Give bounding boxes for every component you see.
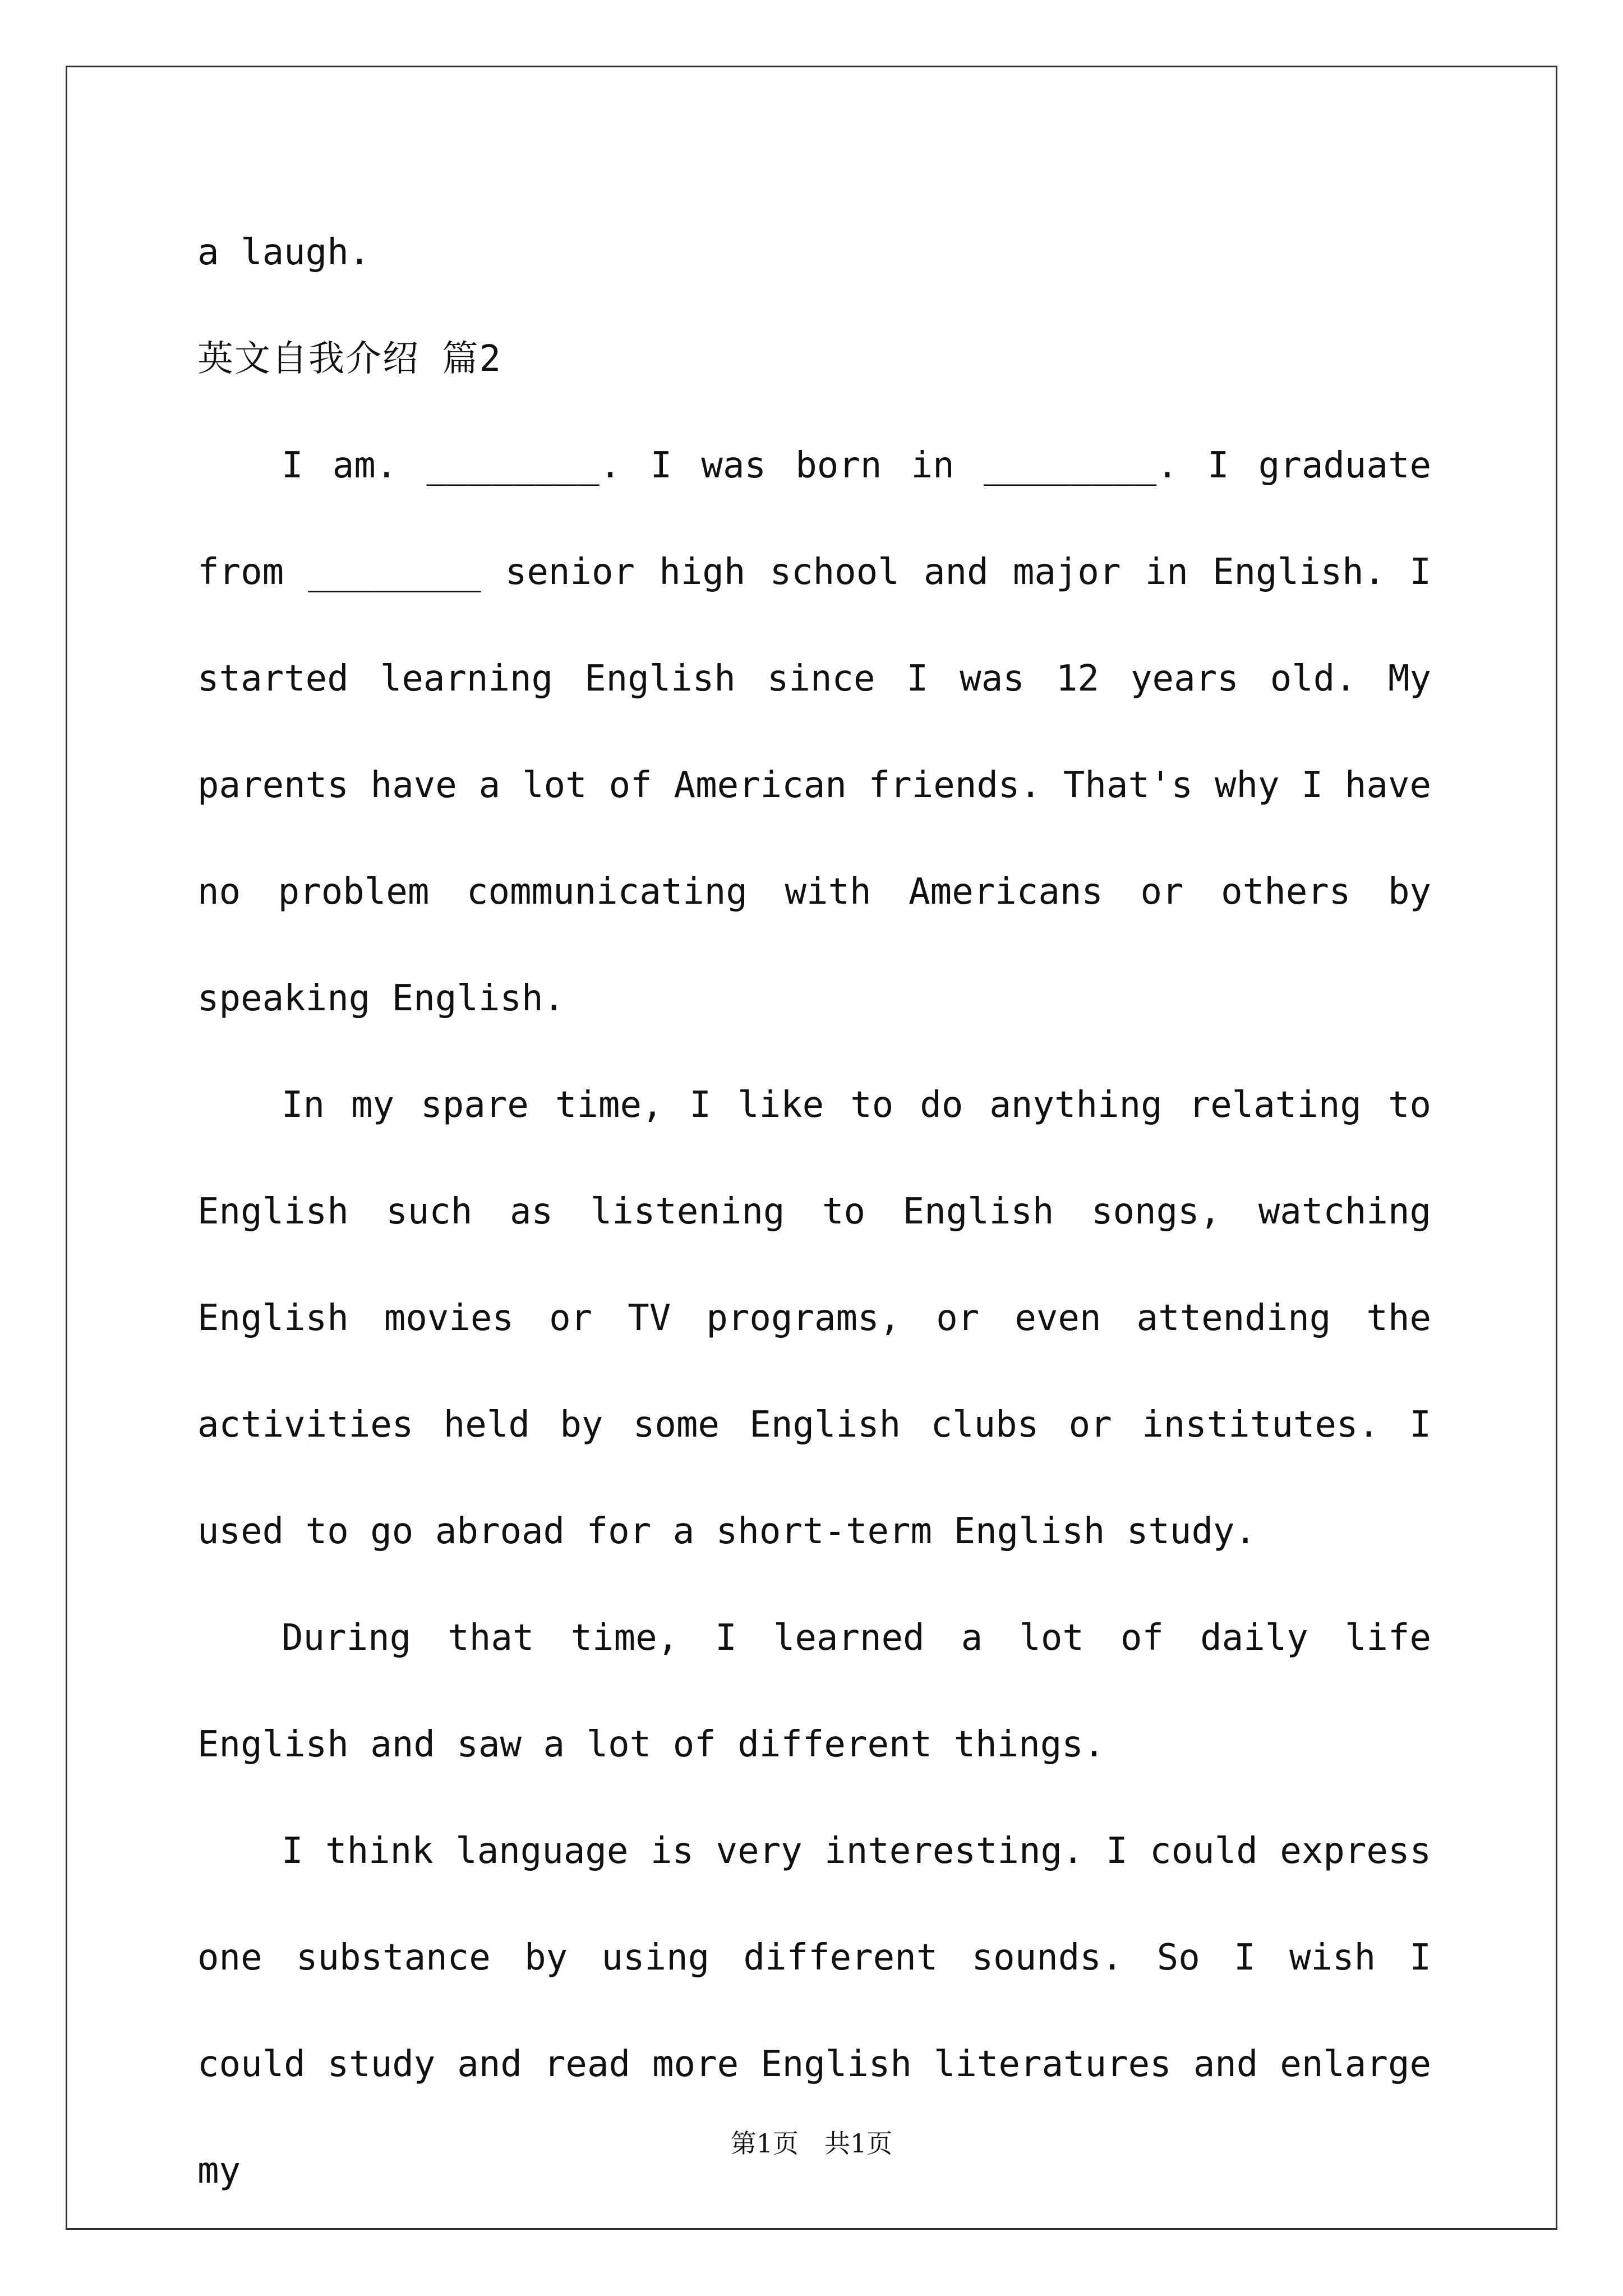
paragraph-4: I think language is very interesting. I could express one substance by using different sounds. So I wish I could study and read more English literatures and enlarge my xyxy=(197,1830,1431,2192)
paragraph-1: I am. ________. I was born in ________. I graduate from ________ senior high school and major in English. I started learning English since I was 12 years old. My parents have a lot of American friends. That's why I have no problem communicating with Americans or others by speaking English. xyxy=(197,445,1431,1019)
document-body xyxy=(197,199,1431,2224)
section-heading: 英文自我介绍 篇2 xyxy=(197,338,502,380)
paragraph-3: During that time, I learned a lot of daily life English and saw a lot of different things. xyxy=(197,1617,1431,1765)
continuation-text: a laugh. xyxy=(197,232,371,273)
page-footer: 第1页 共1页 xyxy=(730,2128,893,2159)
paragraph-2: In my spare time, I like to do anything relating to English such as listening to English songs, watching English movies or TV programs, or even attending the activities held by some English clubs or institutes. I used to go abroad for a short-term English study. xyxy=(197,1084,1431,1552)
